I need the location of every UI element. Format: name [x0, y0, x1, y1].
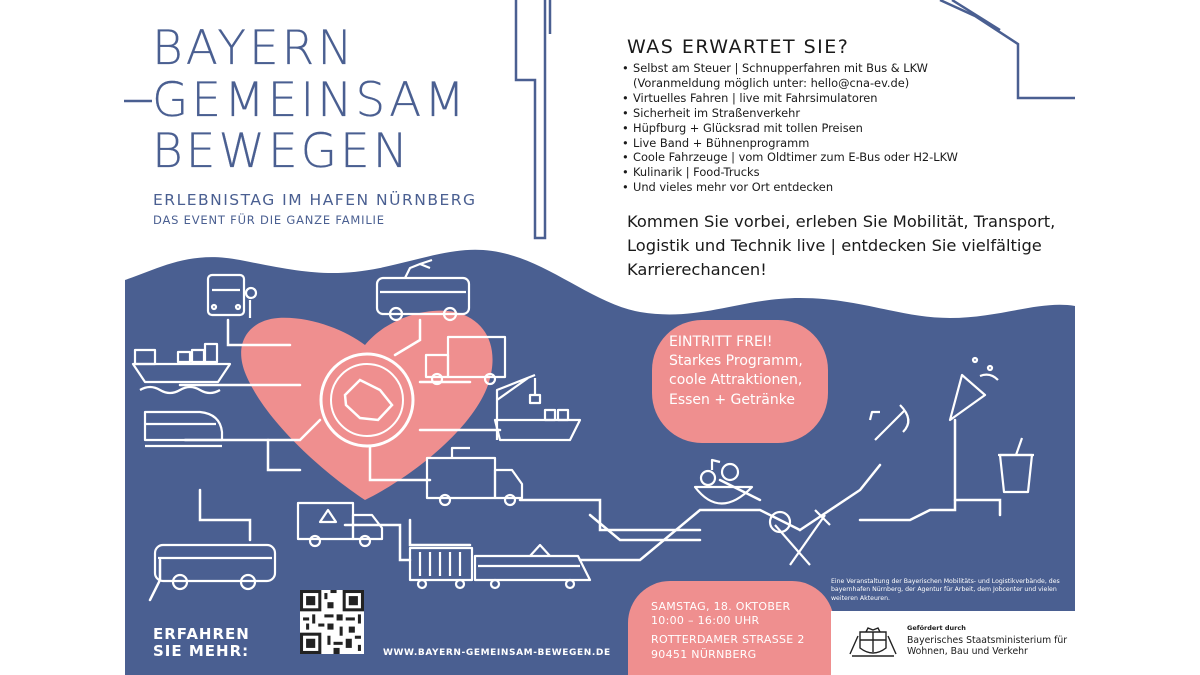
admission-line-4: Essen + Getränke: [669, 392, 795, 408]
bavarian-crest-icon: [848, 626, 898, 660]
cta-line-1: ERFAHREN: [153, 625, 250, 643]
cta-text: [153, 626, 250, 660]
sponsor-name-line-1: Bayerisches Staatsministerium für: [907, 635, 1068, 646]
organizer-note: Eine Veranstaltung der Bayerischen Mobilitäts- und Logistikverbände, des bayernhafen Nürnberg, der Agentur für Arbeit, dem Jobcenter und vielen weiteren Akteuren.: [831, 578, 1060, 602]
event-subtitle: ERLEBNISTAG IM HAFEN NÜRNBERG: [153, 191, 477, 209]
event-tagline: DAS EVENT FÜR DIE GANZE FAMILIE: [153, 213, 385, 227]
expect-item: • Und vieles mehr vor Ort entdecken: [622, 180, 834, 195]
intro-text: Kommen Sie vorbei, erleben Sie Mobilität, Transport, Logistik und Technik live | entdecken Sie vielfältige Karrierechancen!: [627, 212, 1056, 279]
event-time: 10:00 – 16:00 UHR: [651, 614, 760, 627]
expect-item-note: (Voranmeldung möglich unter: hello@cna-ev.de): [633, 75, 910, 90]
expect-item: • Sicherheit im Straßenverkehr: [622, 105, 801, 120]
admission-bubble: [652, 320, 828, 443]
expect-item: • Virtuelles Fahren | live mit Fahrsimulatoren: [622, 90, 878, 105]
title-line-1: BAYERN: [152, 21, 356, 76]
expect-item: • Selbst am Steuer | Schnupperfahren mit Bus & LKW: [622, 61, 928, 75]
qr-code-icon[interactable]: [300, 590, 364, 654]
expect-item: • Coole Fahrzeuge | vom Oldtimer zum E-Bus oder H2-LKW: [622, 150, 958, 165]
title-line-3: BEWEGEN: [152, 124, 411, 179]
expect-item: • Hüpfburg + Glücksrad mit tollen Preisen: [622, 120, 863, 135]
admission-line-1: EINTRITT FREI!: [669, 334, 773, 350]
event-street: ROTTERDAMER STRASSE 2: [651, 633, 805, 646]
sponsor-name: [907, 635, 1067, 657]
cta-line-2: SIE MEHR:: [153, 642, 250, 660]
expect-item: • Live Band + Bühnenprogramm: [622, 135, 810, 150]
expect-item: • Kulinarik | Food-Trucks: [622, 165, 760, 180]
title-line-2: GEMEINSAM: [152, 73, 468, 128]
event-city: 90451 NÜRNBERG: [651, 648, 757, 661]
admission-line-2: Starkes Programm,: [669, 353, 803, 369]
event-details-box: [628, 581, 834, 675]
website-link[interactable]: WWW.BAYERN-GEMEINSAM-BEWEGEN.DE: [383, 648, 611, 658]
expect-heading: WAS ERWARTET SIE?: [627, 36, 850, 58]
admission-line-3: coole Attraktionen,: [669, 372, 803, 388]
sponsor-name-line-2: Wohnen, Bau und Verkehr: [907, 646, 1028, 657]
event-date: SAMSTAG, 18. OKTOBER: [651, 600, 791, 613]
expect-list: [619, 61, 958, 195]
sponsor-label: Gefördert durch: [907, 624, 966, 632]
handshake-icon: [321, 354, 413, 446]
sponsor-box: [831, 611, 1075, 675]
